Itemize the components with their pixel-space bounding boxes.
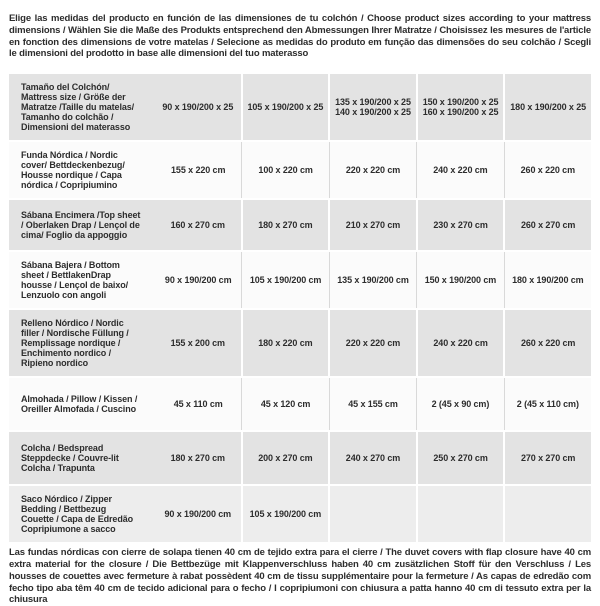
size-value-line: 180 x 220 cm xyxy=(258,338,313,349)
size-value-line: 2 (45 x 90 cm) xyxy=(431,399,490,410)
size-value-cell xyxy=(329,378,416,430)
size-value-line: 250 x 270 cm xyxy=(433,453,488,464)
size-value-cell xyxy=(503,486,591,542)
size-value-cell xyxy=(416,310,504,376)
size-value-cell xyxy=(504,252,591,308)
size-value-line: 2 (45 x 110 cm) xyxy=(516,399,579,410)
table-row xyxy=(9,74,591,140)
size-value-cell xyxy=(155,486,241,542)
size-value-line: 100 x 220 cm xyxy=(258,165,313,176)
size-value-line: 230 x 270 cm xyxy=(433,220,488,231)
size-value-cell xyxy=(416,378,503,430)
table-row xyxy=(9,200,591,250)
size-value-cell xyxy=(241,378,328,430)
table-row xyxy=(9,252,591,308)
size-value-cell xyxy=(416,200,504,250)
size-value-line: 90 x 190/200 cm xyxy=(164,275,232,286)
footnote-text: Las fundas nórdicas con cierre de solapa tienen 40 cm de tejido extra para el cierre / The duvet covers with flap closure have 40 cm extra material for the closure / Die Bettbezüge mit Klappenverschluss haben 40 cm zusätzlichen Stoff für den Verschluss / Les housses de couettes avec fermeture à rabat possèdent 40 cm de tissu supplémentaire pour la fermeture / As capas de edredão com fecho tipo aba têm 40 cm de tecido adicional para o fecho / I copripiumoni con chiusura a patta hanno 40 cm di tessuto extra per la chiusura xyxy=(9,547,591,606)
size-value-line: 260 x 270 cm xyxy=(520,220,576,231)
size-value-cell xyxy=(241,310,329,376)
product-label: Saco Nórdico / Zipper Bedding / Bettbezug Couette / Capa de Edredão Copripiumone a sacco xyxy=(21,494,134,535)
size-value-cell xyxy=(503,310,591,376)
size-value-line: 180 x 190/200 cm xyxy=(512,275,584,286)
size-value-cell xyxy=(328,310,416,376)
size-value-cell xyxy=(503,74,591,140)
size-value-cell xyxy=(328,486,416,542)
size-value-cell xyxy=(241,142,328,198)
product-label: Sábana Bajera / Bottom sheet / BettlakenDrap housse / Lençol de baixo/ Lenzuolo con angoli xyxy=(21,260,129,301)
size-value-cell xyxy=(416,432,504,484)
size-value-line: 220 x 220 cm xyxy=(345,338,401,349)
size-value-line: 105 x 190/200 cm xyxy=(249,275,322,286)
size-value-line: 260 x 220 cm xyxy=(520,165,575,176)
size-value-line: 240 x 270 cm xyxy=(345,453,401,464)
size-value-cell xyxy=(504,142,591,198)
size-value-cell xyxy=(416,486,504,542)
size-value-cell xyxy=(416,74,504,140)
product-label: Almohada / Pillow / Kissen / Oreiller Almofada / Cuscino xyxy=(21,394,138,415)
size-value-line: 45 x 155 cm xyxy=(348,399,398,410)
size-value-cell xyxy=(241,486,329,542)
size-value-line: 135 x 190/200 x 25 xyxy=(335,97,411,108)
intro-text: Elige las medidas del producto en función de las dimensiones de tu colchón / Choose product sizes according to your mattress dimensions / Wählen Sie die Maße des Produkts entsprechend den Abmessungen Ihrer Matratze / Choisissez les mesures de l'article en fonction des dimensions de votre matelas / Selecione as medidas do produto em função das dimensões do seu colchão / Scegli le dimensioni del prodotto in base alle dimensioni del tuo materasso xyxy=(9,13,591,60)
size-value-line: 150 x 190/200 cm xyxy=(424,275,497,286)
size-value-line: 270 x 270 cm xyxy=(520,453,576,464)
size-value-line: 220 x 220 cm xyxy=(345,165,401,176)
size-value-cell xyxy=(503,200,591,250)
size-value-cell xyxy=(328,74,416,140)
size-value-line: 180 x 190/200 x 25 xyxy=(510,102,587,113)
size-value-cell xyxy=(155,378,241,430)
size-value-line: 105 x 190/200 x 25 xyxy=(247,102,324,113)
table-row xyxy=(9,142,591,198)
size-value-cell xyxy=(155,310,241,376)
size-value-line: 45 x 110 cm xyxy=(173,399,223,410)
table-row xyxy=(9,486,591,542)
table-row xyxy=(9,432,591,484)
size-value-line: 160 x 190/200 x 25 xyxy=(422,107,499,118)
table-row xyxy=(9,310,591,376)
size-value-cell xyxy=(155,142,241,198)
size-value-line: 155 x 200 cm xyxy=(170,338,225,349)
size-value-line: 240 x 220 cm xyxy=(433,165,488,176)
product-label: Tamaño del Colchón/ Mattress size / Größe der Matratze /Taille du matelas/ Tamanho do colchão / Dimensioni del materasso xyxy=(21,82,135,133)
size-value-cell xyxy=(241,252,328,308)
product-label: Funda Nórdica / Nordic cover/ Bettdeckenbezug/ Housse nordique / Capa nórdica / Copripiumino xyxy=(21,150,125,191)
size-value-cell xyxy=(503,432,591,484)
size-value-cell xyxy=(241,74,329,140)
size-value-line: 200 x 270 cm xyxy=(258,453,313,464)
size-value-cell xyxy=(155,200,241,250)
size-value-cell xyxy=(241,432,329,484)
size-value-line: 155 x 220 cm xyxy=(171,165,226,176)
table-row xyxy=(9,378,591,430)
size-value-cell xyxy=(329,252,416,308)
size-value-line: 90 x 190/200 cm xyxy=(164,509,232,520)
size-value-cell xyxy=(241,200,329,250)
size-value-cell xyxy=(329,142,416,198)
size-table xyxy=(9,74,591,542)
size-value-cell xyxy=(155,432,241,484)
size-value-line: 135 x 190/200 cm xyxy=(337,275,409,286)
size-value-cell xyxy=(155,74,241,140)
size-value-line: 160 x 270 cm xyxy=(170,220,225,231)
size-value-cell xyxy=(504,378,591,430)
size-value-cell xyxy=(155,252,241,308)
size-value-cell xyxy=(328,432,416,484)
size-value-line: 150 x 190/200 x 25 xyxy=(422,97,499,108)
size-value-line: 45 x 120 cm xyxy=(260,399,311,410)
product-label: Relleno Nórdico / Nordic filler / Nordische Füllung / Remplissage nordique / Enchimento nordico / Ripieno nordico xyxy=(21,318,129,369)
size-value-line: 260 x 220 cm xyxy=(520,338,576,349)
size-value-line: 90 x 190/200 x 25 xyxy=(162,102,234,113)
size-value-cell xyxy=(416,142,503,198)
size-value-line: 140 x 190/200 x 25 xyxy=(335,107,411,118)
size-value-line: 180 x 270 cm xyxy=(170,453,225,464)
size-value-line: 240 x 220 cm xyxy=(433,338,488,349)
size-value-cell xyxy=(416,252,503,308)
size-value-cell xyxy=(328,200,416,250)
product-label: Colcha / Bedspread Steppdecke / Couvre-lit Colcha / Trapunta xyxy=(21,443,119,474)
size-value-line: 105 x 190/200 cm xyxy=(249,509,322,520)
product-label: Sábana Encimera /Top sheet / Oberlaken Drap / Lençol de cima/ Foglio da appoggio xyxy=(21,210,141,241)
size-value-line: 180 x 270 cm xyxy=(258,220,313,231)
size-value-line: 210 x 270 cm xyxy=(345,220,401,231)
